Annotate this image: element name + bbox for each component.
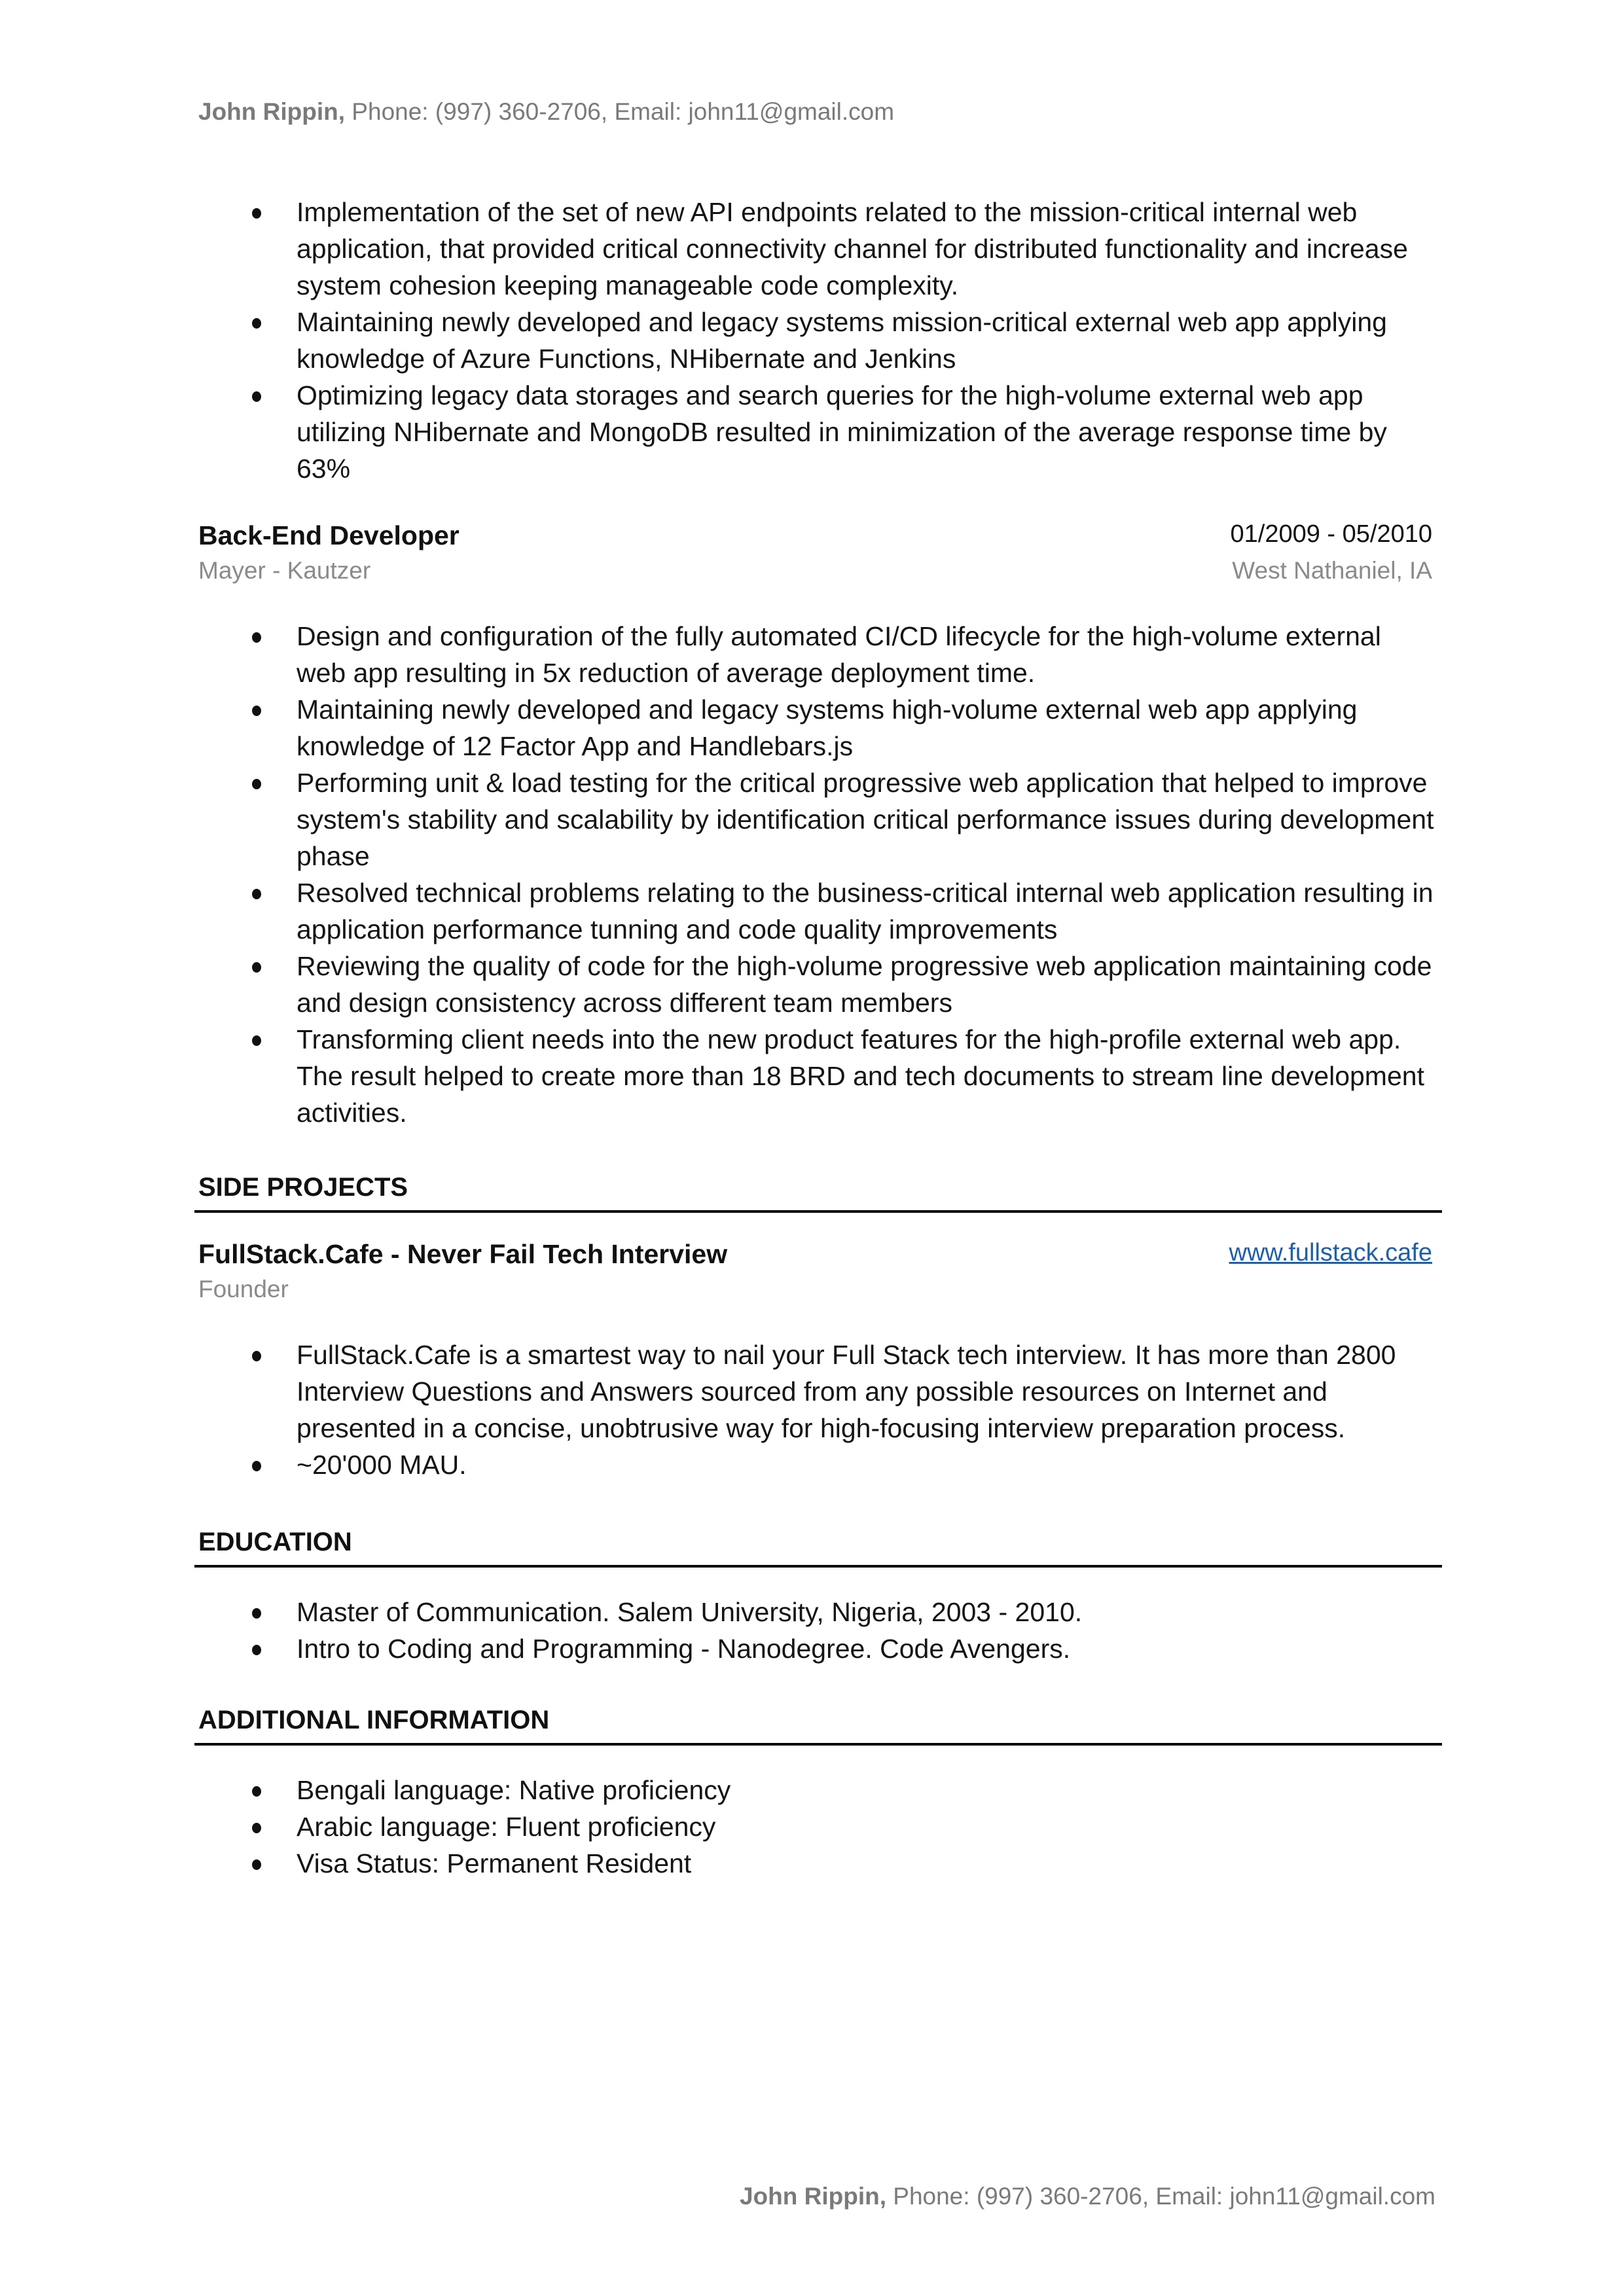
list-item: Design and configuration of the fully automated CI/CD lifecycle for the high-volume external web app resulting in 5x reduction of average deployment time. [198, 618, 1435, 691]
header-name: John Rippin, [198, 98, 346, 125]
job-entry [198, 520, 1435, 1131]
bullet-icon [252, 962, 261, 973]
project-name: FullStack.Cafe - Never Fail Tech Interview [198, 1239, 728, 1269]
bullet-icon [252, 318, 261, 329]
bullet-icon [252, 1645, 261, 1655]
section-title-side-projects: SIDE PROJECTS [194, 1173, 1442, 1213]
project-header [198, 1239, 1435, 1312]
additional-info-section [198, 1706, 1435, 1882]
job-company: Mayer - Kautzer [198, 557, 371, 584]
list-item: ~20'000 MAU. [198, 1446, 1435, 1483]
list-item: Intro to Coding and Programming - Nanodegree. Code Avengers. [198, 1630, 1435, 1667]
bullet-icon [252, 1351, 261, 1361]
list-item: Arabic language: Fluent proficiency [198, 1808, 1435, 1845]
list-item: Implementation of the set of new API endpoints related to the mission-critical internal web application, that provided critical connectivity channel for distributed functionality and increase system cohesion keeping manageable code complexity. [198, 194, 1435, 304]
page-footer [740, 2183, 1435, 2210]
list-item: Visa Status: Permanent Resident [198, 1845, 1435, 1882]
additional-bullets [198, 1772, 1435, 1882]
bullet-icon [252, 1461, 261, 1471]
bullet-icon [252, 1035, 261, 1046]
list-item: Bengali language: Native proficiency [198, 1772, 1435, 1808]
project-link[interactable]: www.fullstack.cafe [1229, 1239, 1432, 1266]
bullet-icon [252, 706, 261, 716]
bullet-icon [252, 1608, 261, 1619]
list-item: Maintaining newly developed and legacy systems mission-critical external web app applying knowledge of Azure Functions, NHibernate and Jenkins [198, 304, 1435, 377]
bullet-icon [252, 1786, 261, 1797]
education-section [198, 1528, 1435, 1667]
list-item: Resolved technical problems relating to the business-critical internal web application resulting in application performance tunning and code quality improvements [198, 874, 1435, 948]
footer-name: John Rippin, [739, 2183, 886, 2210]
job-header [198, 520, 1435, 594]
list-item: Reviewing the quality of code for the high-volume progressive web application maintaining code and design consistency across different team members [198, 948, 1435, 1021]
list-item: Master of Communication. Salem University, Nigeria, 2003 - 2010. [198, 1594, 1435, 1630]
previous-job-section [198, 194, 1435, 487]
list-item: Transforming client needs into the new product features for the high-profile external web app. The result helped to create more than 18 BRD and tech documents to stream line development activities. [198, 1021, 1435, 1131]
section-title-education: EDUCATION [194, 1528, 1442, 1568]
side-projects-section [198, 1173, 1435, 1483]
list-item: Optimizing legacy data storages and search queries for the high-volume external web app utilizing NHibernate and MongoDB resulted in minimization of the average response time by 63% [198, 377, 1435, 487]
bullet-icon [252, 1823, 261, 1833]
bullet-icon [252, 208, 261, 219]
bullet-icon [252, 391, 261, 402]
list-item: Performing unit & load testing for the critical progressive web application that helped to improve system's stability and scalability by identification critical performance issues during development phase [198, 764, 1435, 874]
job-location: West Nathaniel, IA [1232, 557, 1432, 584]
list-item: FullStack.Cafe is a smartest way to nail your Full Stack tech interview. It has more than 2800 Interview Questions and Answers sourced from any possible resources on Internet and presented in a concise, unobtrusive way for high-focusing interview preparation process. [198, 1336, 1435, 1446]
header-contact: Phone: (997) 360-2706, Email: john11@gmail.com [345, 98, 895, 125]
previous-job-bullets [198, 194, 1435, 487]
job-bullets [198, 618, 1435, 1131]
bullet-icon [252, 889, 261, 899]
job-title: Back-End Developer [198, 520, 460, 550]
job-dates: 01/2009 - 05/2010 [1230, 520, 1432, 548]
education-bullets [198, 1594, 1435, 1667]
page-header [198, 98, 894, 126]
project-bullets [198, 1336, 1435, 1483]
bullet-icon [252, 632, 261, 643]
list-item: Maintaining newly developed and legacy systems high-volume external web app applying knowledge of 12 Factor App and Handlebars.js [198, 691, 1435, 764]
bullet-icon [252, 1859, 261, 1870]
section-title-additional: ADDITIONAL INFORMATION [194, 1706, 1442, 1746]
footer-contact: Phone: (997) 360-2706, Email: john11@gmail.com [886, 2183, 1435, 2210]
bullet-icon [252, 779, 261, 789]
project-role: Founder [198, 1276, 289, 1302]
